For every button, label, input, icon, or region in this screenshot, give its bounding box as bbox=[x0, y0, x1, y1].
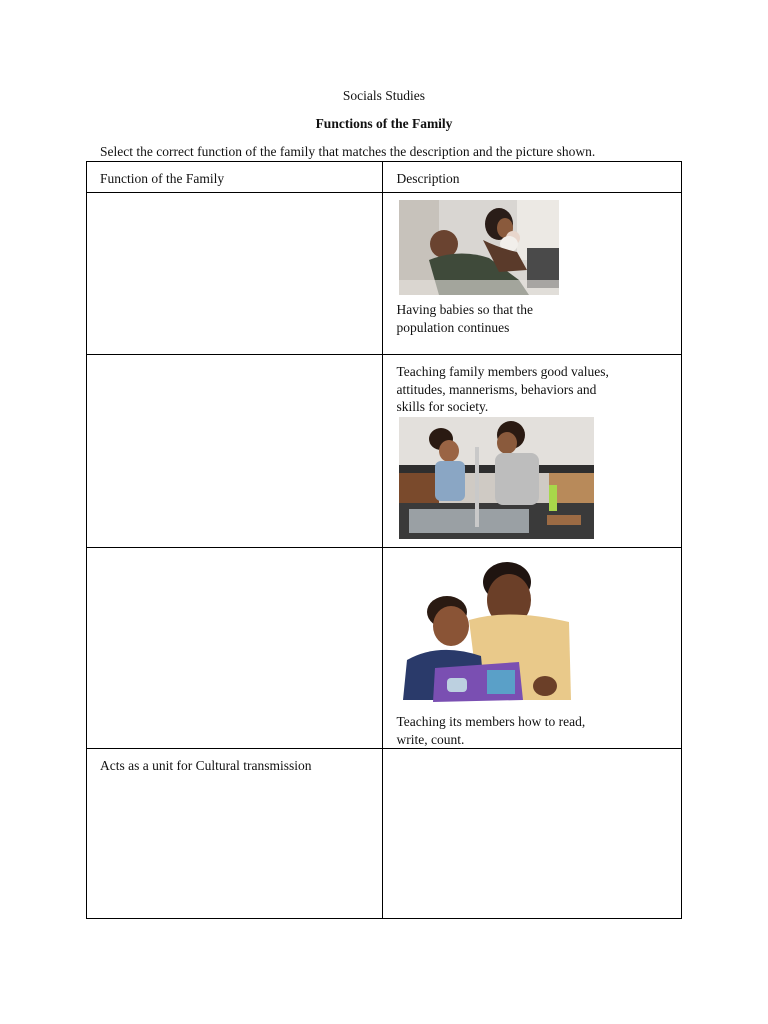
description-line: Having babies so that the bbox=[396, 302, 533, 317]
column-header-function: Function of the Family bbox=[87, 162, 383, 193]
description-cell bbox=[383, 193, 682, 355]
table-row bbox=[87, 193, 682, 355]
functions-table bbox=[86, 161, 682, 919]
function-cell-answer[interactable] bbox=[87, 548, 383, 749]
description-cell-answer[interactable] bbox=[383, 749, 682, 919]
description-line: Teaching its members how to read, bbox=[396, 714, 586, 729]
description-line: write, count. bbox=[396, 731, 465, 747]
mother-daughter-washing-dishes-photo bbox=[399, 417, 594, 539]
father-son-reading-book-photo bbox=[399, 560, 574, 708]
subject-heading: Socials Studies bbox=[342, 88, 426, 103]
description-cell bbox=[383, 548, 682, 749]
description-line: attitudes, mannerisms, behaviors and bbox=[396, 381, 597, 397]
table-row bbox=[87, 749, 682, 919]
description-cell bbox=[383, 355, 682, 548]
instructions-text: Select the correct function of the family that matches the description and the picture shown. bbox=[100, 144, 596, 159]
table-row bbox=[87, 548, 682, 749]
column-header-description: Description bbox=[383, 162, 682, 193]
function-cell: Acts as a unit for Cultural transmission bbox=[87, 749, 383, 919]
function-cell-answer[interactable] bbox=[87, 355, 383, 548]
description-line: Teaching family members good values, bbox=[396, 364, 609, 379]
function-cell-answer[interactable] bbox=[87, 193, 383, 355]
table-header-row bbox=[87, 162, 682, 193]
worksheet-title: Functions of the Family bbox=[315, 116, 453, 131]
description-line: skills for society. bbox=[396, 399, 489, 414]
parents-with-baby-photo bbox=[399, 200, 559, 295]
description-line: population continues bbox=[396, 319, 510, 335]
table-row bbox=[87, 355, 682, 548]
